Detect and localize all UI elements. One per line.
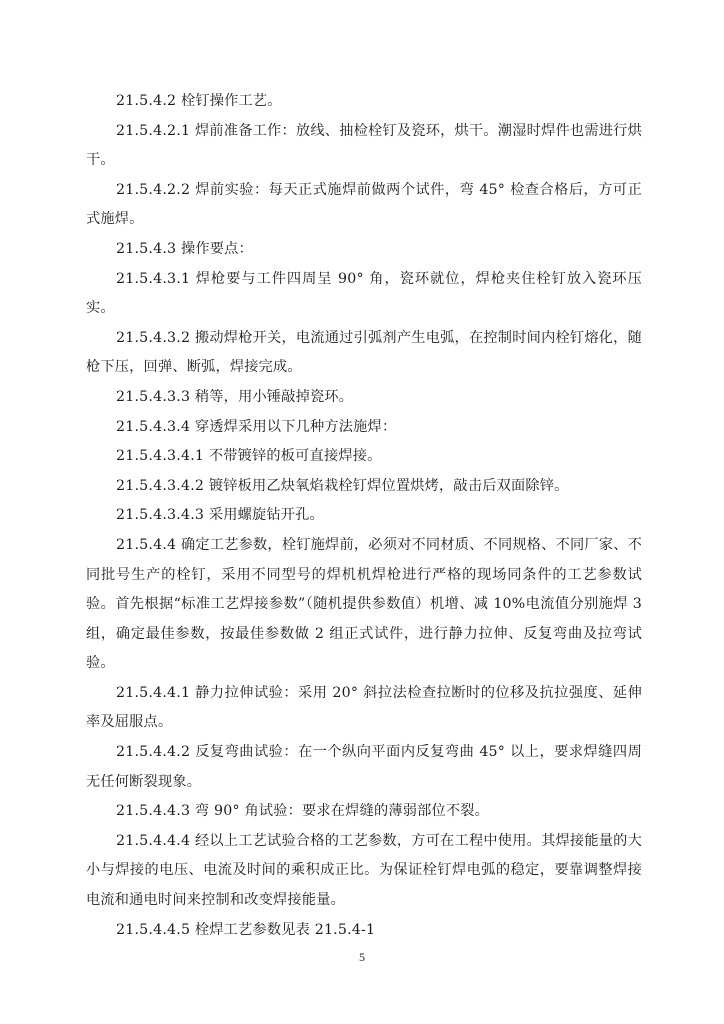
- document-body: [86, 87, 642, 945]
- paragraph-21-5-4-4-2: 21.5.4.4.2 反复弯曲试验：在一个纵向平面内反复弯曲 45° 以上，要求焊缝四周无任何断裂现象。: [86, 744, 642, 790]
- paragraph-21-5-4-3-3: 21.5.4.3.3 稍等，用小锤敲掉瓷环。: [116, 388, 354, 405]
- paragraph-21-5-4-3: 21.5.4.3 操作要点：: [116, 240, 253, 257]
- paragraph-21-5-4-2: 21.5.4.2 栓钉操作工艺。: [116, 93, 282, 109]
- paragraph-21-5-4-4-3: 21.5.4.4.3 弯 90° 角试验：要求在焊缝的薄弱部位不裂。: [116, 803, 490, 820]
- paragraph-21-5-4-3-4-3: 21.5.4.3.4.3 采用螺旋钻开孔。: [116, 507, 324, 524]
- paragraph-21-5-4-3-2: 21.5.4.3.2 搬动焊枪开关，电流通过引弧剂产生电弧，在控制时间内栓钉熔化，随枪下压，回弹、断弧，焊接完成。: [86, 329, 642, 376]
- paragraph-21-5-4-3-1: 21.5.4.3.1 焊枪要与工件四周呈 90° 角，瓷环就位，焊枪夹住栓钉放入瓷环压实。: [86, 270, 642, 317]
- paragraph-21-5-4-4-4: 21.5.4.4.4 经以上工艺试验合格的工艺参数，方可在工程中使用。其焊接能量的大小与焊接的电压、电流及时间的乘积成正比。为保证栓钉焊电弧的稳定，要靠调整焊接电流和通电时间来控制和改变焊接能量。: [86, 832, 642, 909]
- paragraph-21-5-4-4: 21.5.4.4 确定工艺参数，栓钉施焊前，必须对不同材质、不同规格、不同厂家、不同批号生产的栓钉，采用不同型号的焊机机焊枪进行严格的现场同条件的工艺参数试验。首先根据“标准工艺焊接参数”（随机提供参数值）机增、减 10%电流值分别施焊 3 组，确定最佳参数，按最佳参数做 2 组正式试件，进行静力拉伸、反复弯曲及拉弯试验。: [86, 536, 642, 672]
- paragraph-21-5-4-3-4: 21.5.4.3.4 穿透焊采用以下几种方法施焊：: [116, 418, 397, 435]
- paragraph-21-5-4-4-5: 21.5.4.4.5 栓焊工艺参数见表 21.5.4-1: [116, 921, 376, 938]
- paragraph-21-5-4-3-4-2: 21.5.4.3.4.2 镀锌板用乙炔氧焰栽栓钉焊位置烘烤，敲击后双面除锌。: [116, 477, 569, 494]
- paragraph-21-5-4-2-1: 21.5.4.2.1 焊前准备工作：放线、抽检栓钉及瓷环，烘干。潮湿时焊件也需进行烘干。: [86, 122, 642, 169]
- page-number: 5: [359, 950, 365, 964]
- paragraph-21-5-4-2-2: 21.5.4.2.2 焊前实验：每天正式施焊前做两个试件，弯 45° 检查合格后，方可正式施焊。: [86, 181, 642, 228]
- paragraph-21-5-4-3-4-1: 21.5.4.3.4.1 不带镀锌的板可直接焊接。: [116, 448, 382, 465]
- paragraph-21-5-4-4-1: 21.5.4.4.1 静力拉伸试验：采用 20° 斜拉法检查拉断时的位移及抗拉强度、延伸率及屈服点。: [86, 684, 642, 731]
